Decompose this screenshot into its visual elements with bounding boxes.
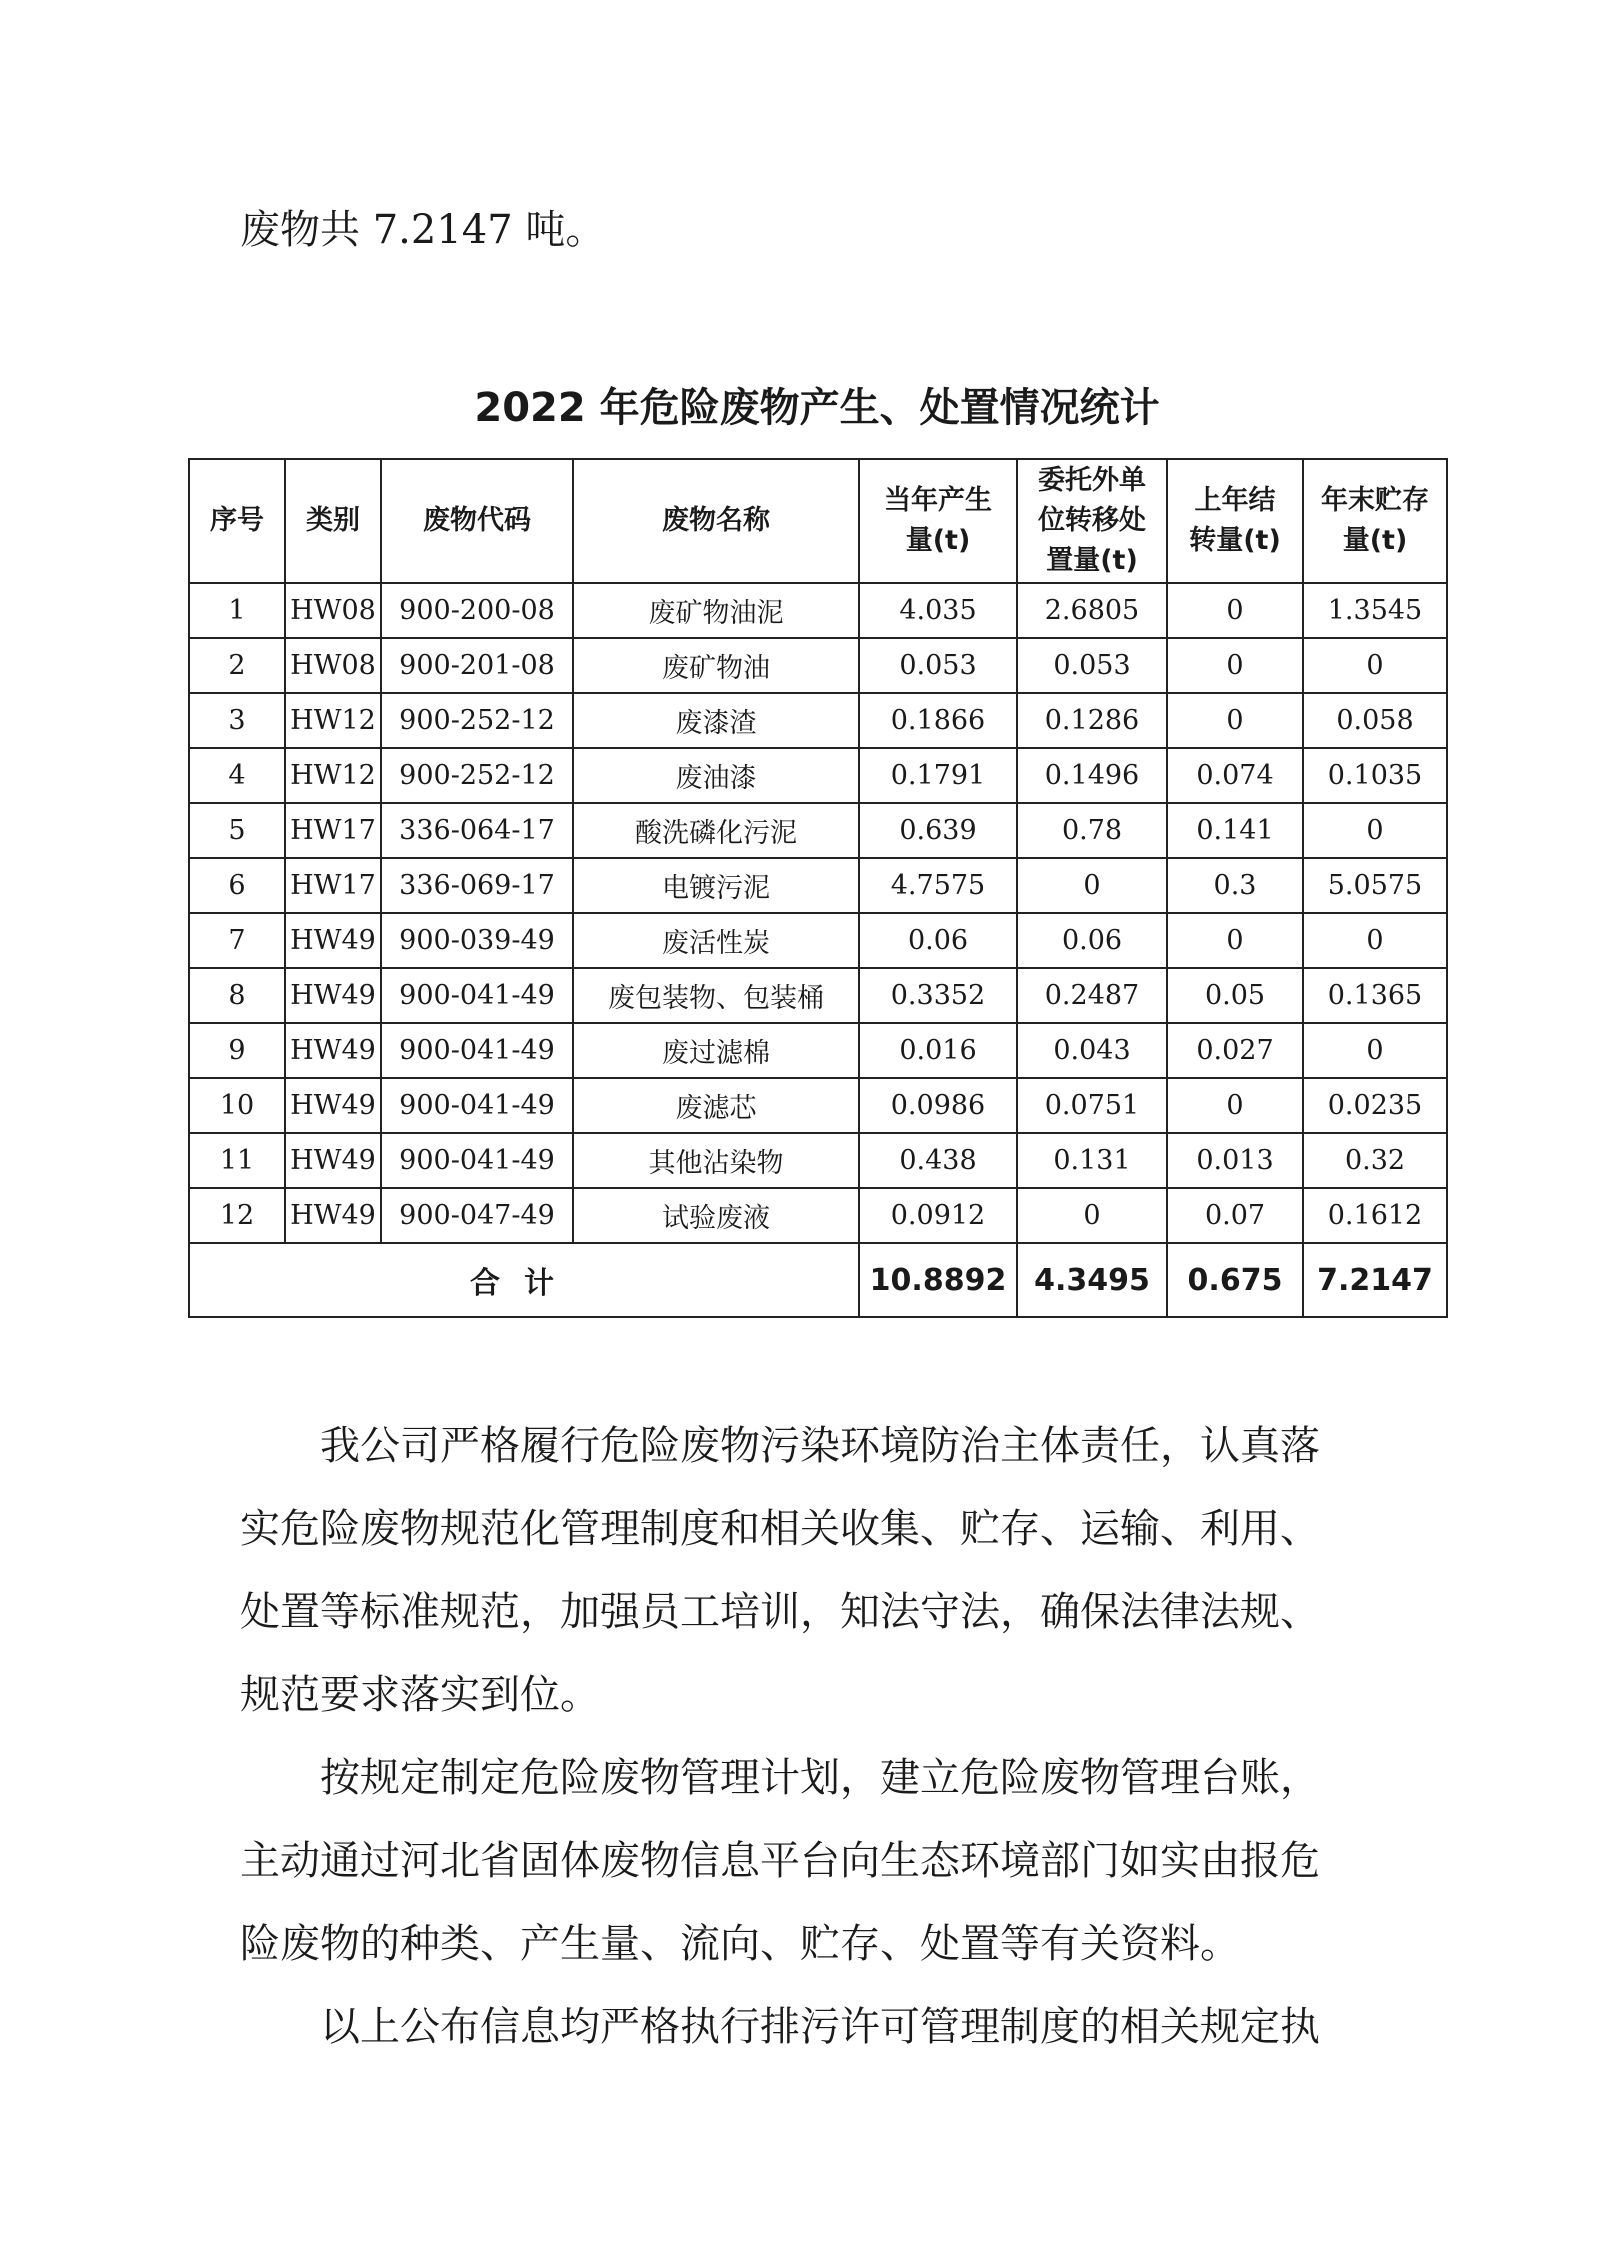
paragraph: 按规定制定危险废物管理计划，建立危险废物管理台账，主动通过河北省固体废物信息平台向生态环境部门如实由报危险废物的种类、产生量、流向、贮存、处置等有关资料。	[240, 1755, 1320, 1967]
cell-code: 336-069-17	[381, 858, 573, 913]
lead-line: 废物共 7.2147 吨。	[240, 207, 606, 253]
cell-category: HW49	[285, 1078, 381, 1133]
cell-carryover: 0.07	[1167, 1188, 1303, 1243]
table-row	[189, 913, 1447, 968]
cell-stored: 0.32	[1303, 1133, 1447, 1188]
header-category: 类别	[285, 459, 381, 583]
cell-produced: 4.035	[859, 583, 1017, 638]
table-row	[189, 693, 1447, 748]
cell-no: 9	[189, 1023, 285, 1078]
cell-name: 废矿物油	[573, 638, 859, 693]
cell-code: 900-041-49	[381, 1023, 573, 1078]
cell-stored: 0.1612	[1303, 1188, 1447, 1243]
header-transferred: 委托外单位转移处置量(t)	[1017, 459, 1167, 583]
total-produced: 10.8892	[859, 1243, 1017, 1317]
cell-no: 3	[189, 693, 285, 748]
total-label: 合计	[189, 1243, 859, 1317]
cell-produced: 0.3352	[859, 968, 1017, 1023]
cell-transferred: 0.0751	[1017, 1078, 1167, 1133]
table-row	[189, 803, 1447, 858]
cell-code: 900-041-49	[381, 968, 573, 1023]
header-code: 废物代码	[381, 459, 573, 583]
cell-transferred: 0.1496	[1017, 748, 1167, 803]
cell-produced: 4.7575	[859, 858, 1017, 913]
cell-code: 900-041-49	[381, 1078, 573, 1133]
cell-carryover: 0.013	[1167, 1133, 1303, 1188]
cell-no: 11	[189, 1133, 285, 1188]
cell-code: 900-200-08	[381, 583, 573, 638]
cell-code: 900-201-08	[381, 638, 573, 693]
cell-stored: 5.0575	[1303, 858, 1447, 913]
cell-stored: 0.1035	[1303, 748, 1447, 803]
cell-carryover: 0.027	[1167, 1023, 1303, 1078]
table-total-row	[189, 1243, 1447, 1317]
cell-no: 5	[189, 803, 285, 858]
cell-code: 900-039-49	[381, 913, 573, 968]
cell-category: HW08	[285, 583, 381, 638]
cell-code: 900-047-49	[381, 1188, 573, 1243]
cell-transferred: 0.131	[1017, 1133, 1167, 1188]
table-row	[189, 1078, 1447, 1133]
cell-transferred: 0.1286	[1017, 693, 1167, 748]
cell-transferred: 0.2487	[1017, 968, 1167, 1023]
cell-name: 废过滤棉	[573, 1023, 859, 1078]
cell-transferred: 0.78	[1017, 803, 1167, 858]
cell-category: HW49	[285, 913, 381, 968]
cell-carryover: 0	[1167, 913, 1303, 968]
cell-stored: 0.1365	[1303, 968, 1447, 1023]
cell-name: 酸洗磷化污泥	[573, 803, 859, 858]
cell-produced: 0.1866	[859, 693, 1017, 748]
cell-carryover: 0.074	[1167, 748, 1303, 803]
cell-stored: 0	[1303, 913, 1447, 968]
waste-statistics-table	[188, 458, 1448, 1318]
cell-category: HW49	[285, 1023, 381, 1078]
cell-no: 1	[189, 583, 285, 638]
cell-produced: 0.1791	[859, 748, 1017, 803]
cell-no: 10	[189, 1078, 285, 1133]
cell-name: 试验废液	[573, 1188, 859, 1243]
cell-category: HW08	[285, 638, 381, 693]
cell-carryover: 0.05	[1167, 968, 1303, 1023]
cell-carryover: 0	[1167, 638, 1303, 693]
cell-stored: 1.3545	[1303, 583, 1447, 638]
cell-carryover: 0	[1167, 693, 1303, 748]
cell-transferred: 0.043	[1017, 1023, 1167, 1078]
cell-produced: 0.0986	[859, 1078, 1017, 1133]
cell-name: 废包装物、包装桶	[573, 968, 859, 1023]
table-header-row	[189, 459, 1447, 583]
cell-no: 12	[189, 1188, 285, 1243]
cell-category: HW49	[285, 968, 381, 1023]
cell-stored: 0	[1303, 1023, 1447, 1078]
cell-category: HW12	[285, 693, 381, 748]
cell-code: 900-252-12	[381, 693, 573, 748]
header-no: 序号	[189, 459, 285, 583]
cell-produced: 0.053	[859, 638, 1017, 693]
table-row	[189, 1188, 1447, 1243]
cell-category: HW17	[285, 803, 381, 858]
cell-no: 6	[189, 858, 285, 913]
cell-transferred: 0.06	[1017, 913, 1167, 968]
table-row	[189, 858, 1447, 913]
cell-produced: 0.06	[859, 913, 1017, 968]
header-stored: 年末贮存量(t)	[1303, 459, 1447, 583]
header-produced: 当年产生量(t)	[859, 459, 1017, 583]
cell-code: 900-252-12	[381, 748, 573, 803]
paragraph: 以上公布信息均严格执行排污许可管理制度的相关规定执	[320, 2004, 1320, 2050]
cell-code: 336-064-17	[381, 803, 573, 858]
cell-category: HW49	[285, 1188, 381, 1243]
cell-name: 废活性炭	[573, 913, 859, 968]
table-row	[189, 1133, 1447, 1188]
cell-name: 废滤芯	[573, 1078, 859, 1133]
body-text	[240, 1405, 1350, 2069]
cell-produced: 0.0912	[859, 1188, 1017, 1243]
total-stored: 7.2147	[1303, 1243, 1447, 1317]
cell-name: 废油漆	[573, 748, 859, 803]
cell-carryover: 0	[1167, 1078, 1303, 1133]
cell-carryover: 0	[1167, 583, 1303, 638]
cell-name: 废漆渣	[573, 693, 859, 748]
cell-transferred: 0.053	[1017, 638, 1167, 693]
table-row	[189, 968, 1447, 1023]
header-name: 废物名称	[573, 459, 859, 583]
cell-carryover: 0.3	[1167, 858, 1303, 913]
cell-stored: 0.0235	[1303, 1078, 1447, 1133]
total-transferred: 4.3495	[1017, 1243, 1167, 1317]
cell-name: 废矿物油泥	[573, 583, 859, 638]
cell-transferred: 2.6805	[1017, 583, 1167, 638]
cell-produced: 0.438	[859, 1133, 1017, 1188]
cell-category: HW17	[285, 858, 381, 913]
cell-no: 2	[189, 638, 285, 693]
cell-category: HW12	[285, 748, 381, 803]
cell-name: 电镀污泥	[573, 858, 859, 913]
paragraph: 我公司严格履行危险废物污染环境防治主体责任，认真落实危险废物规范化管理制度和相关收集、贮存、运输、利用、处置等标准规范，加强员工培训，知法守法，确保法律法规、规范要求落实到位。	[240, 1423, 1320, 1718]
table-row	[189, 748, 1447, 803]
table-row	[189, 1023, 1447, 1078]
cell-stored: 0	[1303, 803, 1447, 858]
cell-transferred: 0	[1017, 1188, 1167, 1243]
cell-no: 8	[189, 968, 285, 1023]
header-carryover: 上年结转量(t)	[1167, 459, 1303, 583]
total-carryover: 0.675	[1167, 1243, 1303, 1317]
cell-code: 900-041-49	[381, 1133, 573, 1188]
cell-stored: 0	[1303, 638, 1447, 693]
cell-no: 4	[189, 748, 285, 803]
cell-transferred: 0	[1017, 858, 1167, 913]
cell-produced: 0.639	[859, 803, 1017, 858]
cell-carryover: 0.141	[1167, 803, 1303, 858]
cell-stored: 0.058	[1303, 693, 1447, 748]
cell-produced: 0.016	[859, 1023, 1017, 1078]
table-row	[189, 583, 1447, 638]
cell-no: 7	[189, 913, 285, 968]
cell-category: HW49	[285, 1133, 381, 1188]
table-row	[189, 638, 1447, 693]
table-title: 2022 年危险废物产生、处置情况统计	[474, 385, 1160, 431]
cell-name: 其他沾染物	[573, 1133, 859, 1188]
